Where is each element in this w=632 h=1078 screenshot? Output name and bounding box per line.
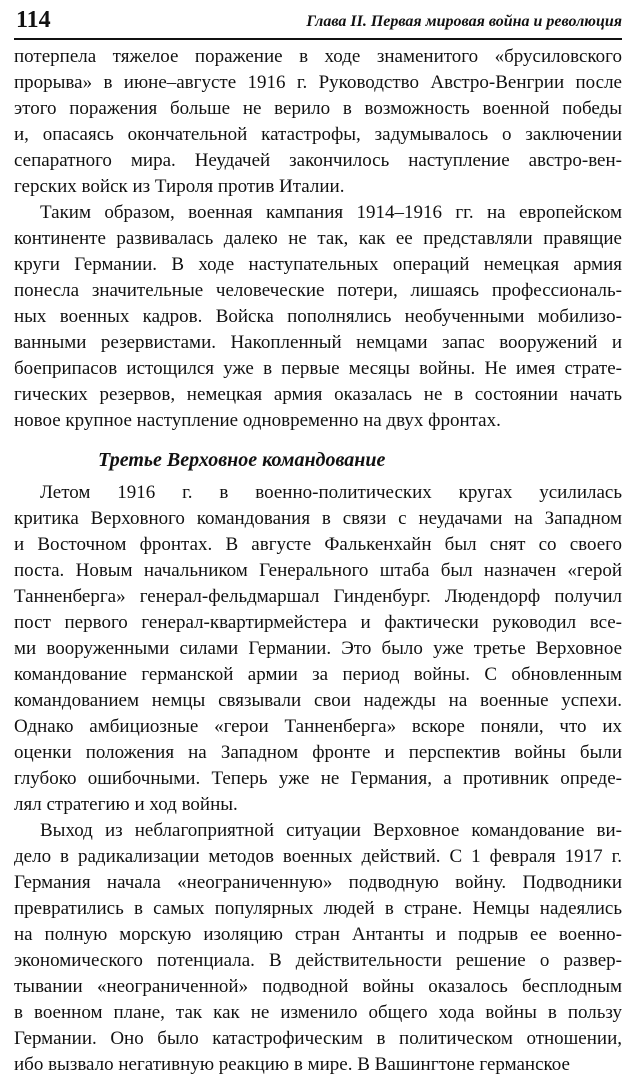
page-header xyxy=(14,6,622,36)
text-line: сепаратного мира. Неудачей закончилось наступление австро-вен- xyxy=(14,150,622,171)
paragraph xyxy=(14,200,622,434)
text-line: тывании «неограниченной» подводной войны оказалось бесплодным xyxy=(14,976,622,997)
paragraphs-before-heading xyxy=(14,44,622,434)
text-line: ибо вызвало негативную реакцию в мире. В Вашингтоне германское xyxy=(14,1054,570,1075)
text-line: в военном плане, так как не изменило общего хода войны в пользу xyxy=(14,1002,622,1023)
text-line: континенте развивалась далеко не так, как ее представляли правящие xyxy=(14,228,622,249)
text-line: и, опасаясь окончательной катастрофы, задумывалось о заключении xyxy=(14,124,622,145)
text-line: круги Германии. В ходе наступательных операций немецкая армия xyxy=(14,254,622,275)
text-line: ных военных кадров. Войска пополнялись необученными мобилизо- xyxy=(14,306,622,327)
text-line: прорыва» в июне–августе 1916 г. Руководство Австро-Венгрии после xyxy=(14,72,622,93)
text-line: этого поражения больше не верило в возможность военной победы xyxy=(14,98,622,119)
running-head: Глава II. Первая мировая война и революция xyxy=(306,13,622,30)
header-rule xyxy=(14,38,622,40)
text-line: боеприпасов истощился уже в первые месяцы войны. Не имея страте- xyxy=(14,358,622,379)
text-line: дело в радикализации методов военных действий. С 1 февраля 1917 г. xyxy=(14,846,622,867)
text-line: и Восточном фронтах. В августе Фалькенхайн был снят со своего xyxy=(14,534,622,555)
page-number: 114 xyxy=(16,7,51,33)
book-page xyxy=(14,0,622,1075)
text-line: ми вооруженными силами Германии. Это было уже третье Верховное xyxy=(14,638,622,659)
paragraph xyxy=(14,44,622,200)
text-line: Танненберга» генерал-фельдмаршал Гинденбург. Людендорф получил xyxy=(14,586,622,607)
text-line: Таким образом, военная кампания 1914–1916 гг. на европейском xyxy=(40,202,622,223)
text-line: на полную морскую изоляцию стран Антанты и подрыв ее военно- xyxy=(14,924,622,945)
text-line: ванными резервистами. Накопленный немцами запас вооружений и xyxy=(14,332,622,353)
text-line: герских войск из Тироля против Италии. xyxy=(14,176,345,197)
paragraphs-after-heading xyxy=(14,480,622,1078)
text-line: командование германской армии за период войны. С обновленным xyxy=(14,664,622,685)
text-line: новое крупное наступление одновременно на двух фронтах. xyxy=(14,410,501,431)
text-line: лял стратегию и ход войны. xyxy=(14,794,238,815)
paragraph xyxy=(14,480,622,818)
text-line: пост первого генерал-квартирмейстера и фактически руководил все- xyxy=(14,612,622,633)
paragraph xyxy=(14,818,622,1078)
text-line: Однако амбициозные «герои Танненберга» вскоре поняли, что их xyxy=(14,716,622,737)
text-line: Германия начала «неограниченную» подводную войну. Подводники xyxy=(14,872,622,893)
text-line: гических резервов, немецкая армия оказалась не в состоянии начать xyxy=(14,384,622,405)
section-heading: Третье Верховное командование xyxy=(98,449,386,471)
text-line: понесла значительные человеческие потери, лишаясь профессиональ- xyxy=(14,280,622,301)
text-line: экономического потенциала. В действительности решение о развер- xyxy=(14,950,622,971)
text-line: Выход из неблагоприятной ситуации Верховное командование ви- xyxy=(40,820,622,841)
text-line: поста. Новым начальником Генерального штаба был назначен «герой xyxy=(14,560,622,581)
text-line: Германии. Оно было катастрофическим в политическом отношении, xyxy=(14,1028,622,1049)
text-line: потерпела тяжелое поражение в ходе знаменитого «брусиловского xyxy=(14,46,622,67)
text-line: командованием немцы связывали свои надежды на военные успехи. xyxy=(14,690,622,711)
body-text xyxy=(14,44,622,1078)
text-line: критика Верховного командования в связи с неудачами на Западном xyxy=(14,508,622,529)
text-line: превратились в самых популярных людей в стране. Немцы надеялись xyxy=(14,898,622,919)
text-line: оценки положения на Западном фронте и перспектив войны были xyxy=(14,742,622,763)
text-line: глубоко ошибочными. Теперь уже не Германия, а противник опреде- xyxy=(14,768,622,789)
text-line: Летом 1916 г. в военно-политических кругах усилилась xyxy=(40,482,622,503)
